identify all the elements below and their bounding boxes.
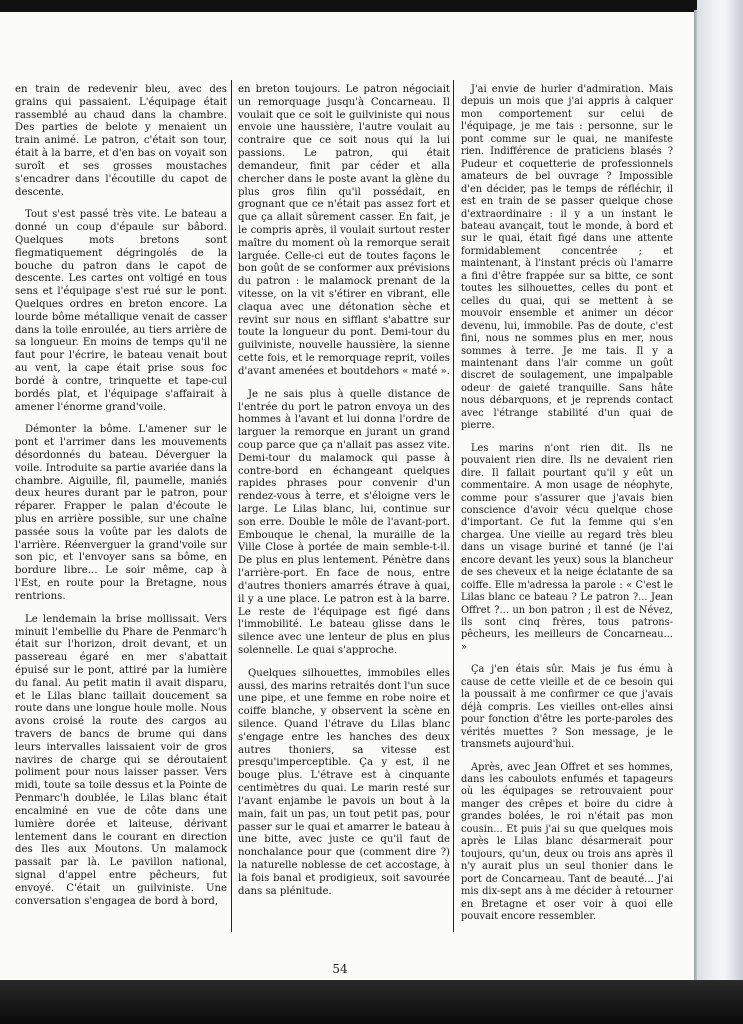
- paragraph: Tout s'est passé très vite. Le bateau a donné un coup d'épaule sur bâbord. Quelques mots bretons sont flegmatiquement dégringolés de la bouche du patron dans le capot de descente. Les cartes ont voltigé en tous sens et l'équipage s'est rué sur le pont. Quelques ordres en breton encore. La lourde bôme métallique venait de casser dans la toile enroulée, au tiers arrière de sa longueur. En moins de temps qu'il ne faut pour l'écrire, le bateau venait bout au vent, la cape était prise sous foc bordé à contre, trinquette et tape-cul bordés plat, et l'équipage s'affairait à amener l'énorme grand'voile.: [15, 209, 227, 413]
- paragraph: Les marins n'ont rien dit. Ils ne pouvaient rien dire. Ils ne devaient rien dire. Il fallait pourtant qu'il y eût un commentaire. A mon usage de néophyte, comme pour s'assurer que j'avais bien conscience d'avoir vécu quelque chose d'important. Ce fut la femme qui s'en chargea. Une vieille au regard très bleu dans un visage buriné et tanné (je l'ai encore devant les yeux) sous la blancheur de ses cheveux et la neige éclatante de sa coiffe. Elle m'adressa la parole : « C'est le Lilas blanc ce bateau ? Le patron ?... Jean Offret ?... un bon patron ; il est de Névez, ils sont cinq frères, tous patrons-pêcheurs, les meilleurs de Concarneau... »: [461, 442, 673, 653]
- text-column-1: [15, 84, 227, 918]
- column-divider: [231, 80, 232, 932]
- column-divider: [453, 80, 454, 932]
- magazine-page: [0, 12, 700, 980]
- page-number: 54: [332, 962, 348, 976]
- paragraph: en train de redevenir bleu, avec des grains qui passaient. L'équipage était rassemblé au chaud dans la chambre. Des parties de belote y menaient un train animé. Le patron, c'était son tour, était à la barre, et d'en bas on voyait son suroît et ses grosses moustaches s'encadrer dans l'écoutille du capot de descente.: [15, 84, 227, 198]
- paragraph: Démonter la bôme. L'amener sur le pont et l'arrimer dans les mouvements désordonnés du bateau. Déverguer la voile. Introduite sa partie avariée dans la chambre. Aiguille, fil, paumelle, maniés deux heures durant par le patron, pour réparer. Frapper le palan d'écoute le plus en arrière possible, sur une chaîne passée sous la voûte par les dalots de l'arrière. Réenverguer la grand'voile sur son pic, et l'envoyer sans sa bôme, en bordure libre... Le soir même, cap à l'Est, en route pour la Bretagne, nous rentrions.: [15, 424, 227, 602]
- paragraph: Le lendemain la brise mollissait. Vers minuit l'embellie du Phare de Penmarc'h était sur l'horizon, droit devant, et un passereau égaré en mer s'abattait épuisé sur le pont, attiré par la lumière du fanal. Au petit matin il avait disparu, et le Lilas blanc taillait doucement sa route dans une longue houle molle. Nous avons croisé la route des cargos au travers de bancs de brume qui dans leurs intervalles laissaient voir de gros navires de charge qui se déroutaient poliment pour nous laisser passer. Vers midi, toute sa toile dessus et la Pointe de Penmarc'h doublée, le Lilas blanc était encalminé en vue de côte dans une lumière dorée et laiteuse, dérivant lentement dans le courant en direction des Iles aux Moutons. Un malamock passait par là. Le pavillon national, signal d'appel entre pêcheurs, fut envoyé. C'était un guilviniste. Une conversation s'engagea de bord à bord,: [15, 613, 227, 907]
- paragraph: J'ai envie de hurler d'admiration. Mais depuis un mois que j'ai appris à calquer mon comportement sur celui de l'équipage, je me tais : personne, sur le pont comme sur le quai, ne manifeste rien. Indifférence de praticiens blasés ? Pudeur et coquetterie de professionnels amateurs de bel ouvrage ? Impossible d'en décider, pas le temps de réfléchir, il est en train de se passer quelque chose d'extraordinaire : il y a un instant le bateau avançait, tout le monde, à bord et sur le quai, était figé dans une attente formidablement concentrée ; et maintenant, à l'instant précis où l'amarre a fini d'être frappée sur sa bitte, ce sont toutes les silhouettes, celles du pont et celles du quai, qui se mettent à se mouvoir ensemble et animer un décor devenu, lui, immobile. Pas de doute, c'est fini, nous ne sommes plus en mer, nous sommes à terre. Je me tais. Il y a maintenant dans l'air comme un goût discret de soulagement, une impalpable odeur de gaieté tranquille. Sans hâte nous débarquons, et je reprends contact avec l'étrange stabilité d'un quai de pierre.: [461, 84, 673, 432]
- text-column-3: [461, 84, 673, 933]
- scan-background: [0, 980, 743, 1024]
- facing-page-edge: [697, 0, 743, 1024]
- paragraph: Quelques silhouettes, immobiles elles aussi, des marins retraités dont l'un suce une pipe, et une femme en robe noire et coiffe blanche, y observent la scène en silence. Quand l'étrave du Lilas blanc s'engage entre les hanches des deux autres thoniers, sa vitesse est presqu'imperceptible. Ça y est, il ne bouge plus. L'étrave est à cinquante centimètres du quai. Le marin resté sur l'avant enjambe le pavois un bout à la main, fait un pas, un tout petit pas, pour passer sur le quai et amarrer le bateau à une bitte, avec juste ce qu'il faut de nonchalance pour que (comment dire ?) la naturelle noblesse de cet accostage, à la fois banal et prodigieux, soit savourée dans sa plénitude.: [238, 667, 450, 897]
- paragraph: Après, avec Jean Offret et ses hommes, dans les caboulots enfumés et tapageurs où les équipages se retrouvaient pour manger des crêpes et boire du cidre à grandes bolées, le roi n'était pas mon cousin... Et puis j'ai su que quelques mois après le Lilas blanc désarmerait pour toujours, qu'un, deux ou trois ans après il n'y aurait plus un seul thonier dans le port de Concarneau. Tant de beauté... J'ai mis dix-sept ans à me décider à retourner en Bretagne et oser voir à quoi elle pouvait encore ressembler.: [461, 761, 673, 922]
- paragraph: en breton toujours. Le patron négociait un remorquage jusqu'à Concarneau. Il voulait que ce soit le guilviniste qui nous envoie une haussière, l'autre voulait au contraire que ce soit nous qui la lui passions. Le patron, qui était demandeur, finit par céder et alla chercher dans le poste avant la glène du plus gros filin qu'il possédait, en grognant que ce n'était pas assez fort et que ça allait sûrement casser. En fait, je le compris après, il voulait surtout rester maître du moment où la remorque serait larguée. Celle-ci eut de toutes façons le bon goût de se conformer aux prévisions du patron : le malamock prenant de la vitesse, on la vit s'étirer en vibrant, elle claqua avec une détonation sèche et revint sur nous en sifflant s'abattre sur toute la longueur du pont. Demi-tour du guilviniste, nouvelle haussière, la sienne cette fois, et le remorquage reprit, voiles d'avant amenées et boutdehors « maté ».: [238, 84, 450, 377]
- paragraph: Je ne sais plus à quelle distance de l'entrée du port le patron envoya un des hommes à l'avant et lui donna l'ordre de larguer la remorque en jurant un grand coup parce que ça n'allait pas assez vite. Demi-tour du malamock qui passe à contre-bord en échangeant quelques rapides phrases pour convenir d'un rendez-vous à terre, et s'éloigne vers le large. Le Lilas blanc, lui, continue sur son erre. Double le môle de l'avant-port. Embouque le chenal, la muraille de la Ville Close à portée de main semble-t-il. De plus en plus lentement. Pénètre dans l'arrière-port. En face de nous, entre d'autres thoniers amarrés étrave à quai, il y a une place. Le patron est à la barre. Le reste de l'équipage est figé dans l'immobilité. Le bateau glisse dans le silence avec une lenteur de plus en plus solennelle. Le quai s'approche.: [238, 388, 450, 656]
- paragraph: Ça j'en étais sûr. Mais je fus ému à cause de cette vieille et de ce besoin qui la poussait à me confirmer ce que j'avais déjà compris. Les vieilles ont-elles ainsi pour fonction d'être les porte-paroles des vérités muettes ? Son message, je le transmets aujourd'hui.: [461, 664, 673, 751]
- text-column-2: [238, 84, 450, 908]
